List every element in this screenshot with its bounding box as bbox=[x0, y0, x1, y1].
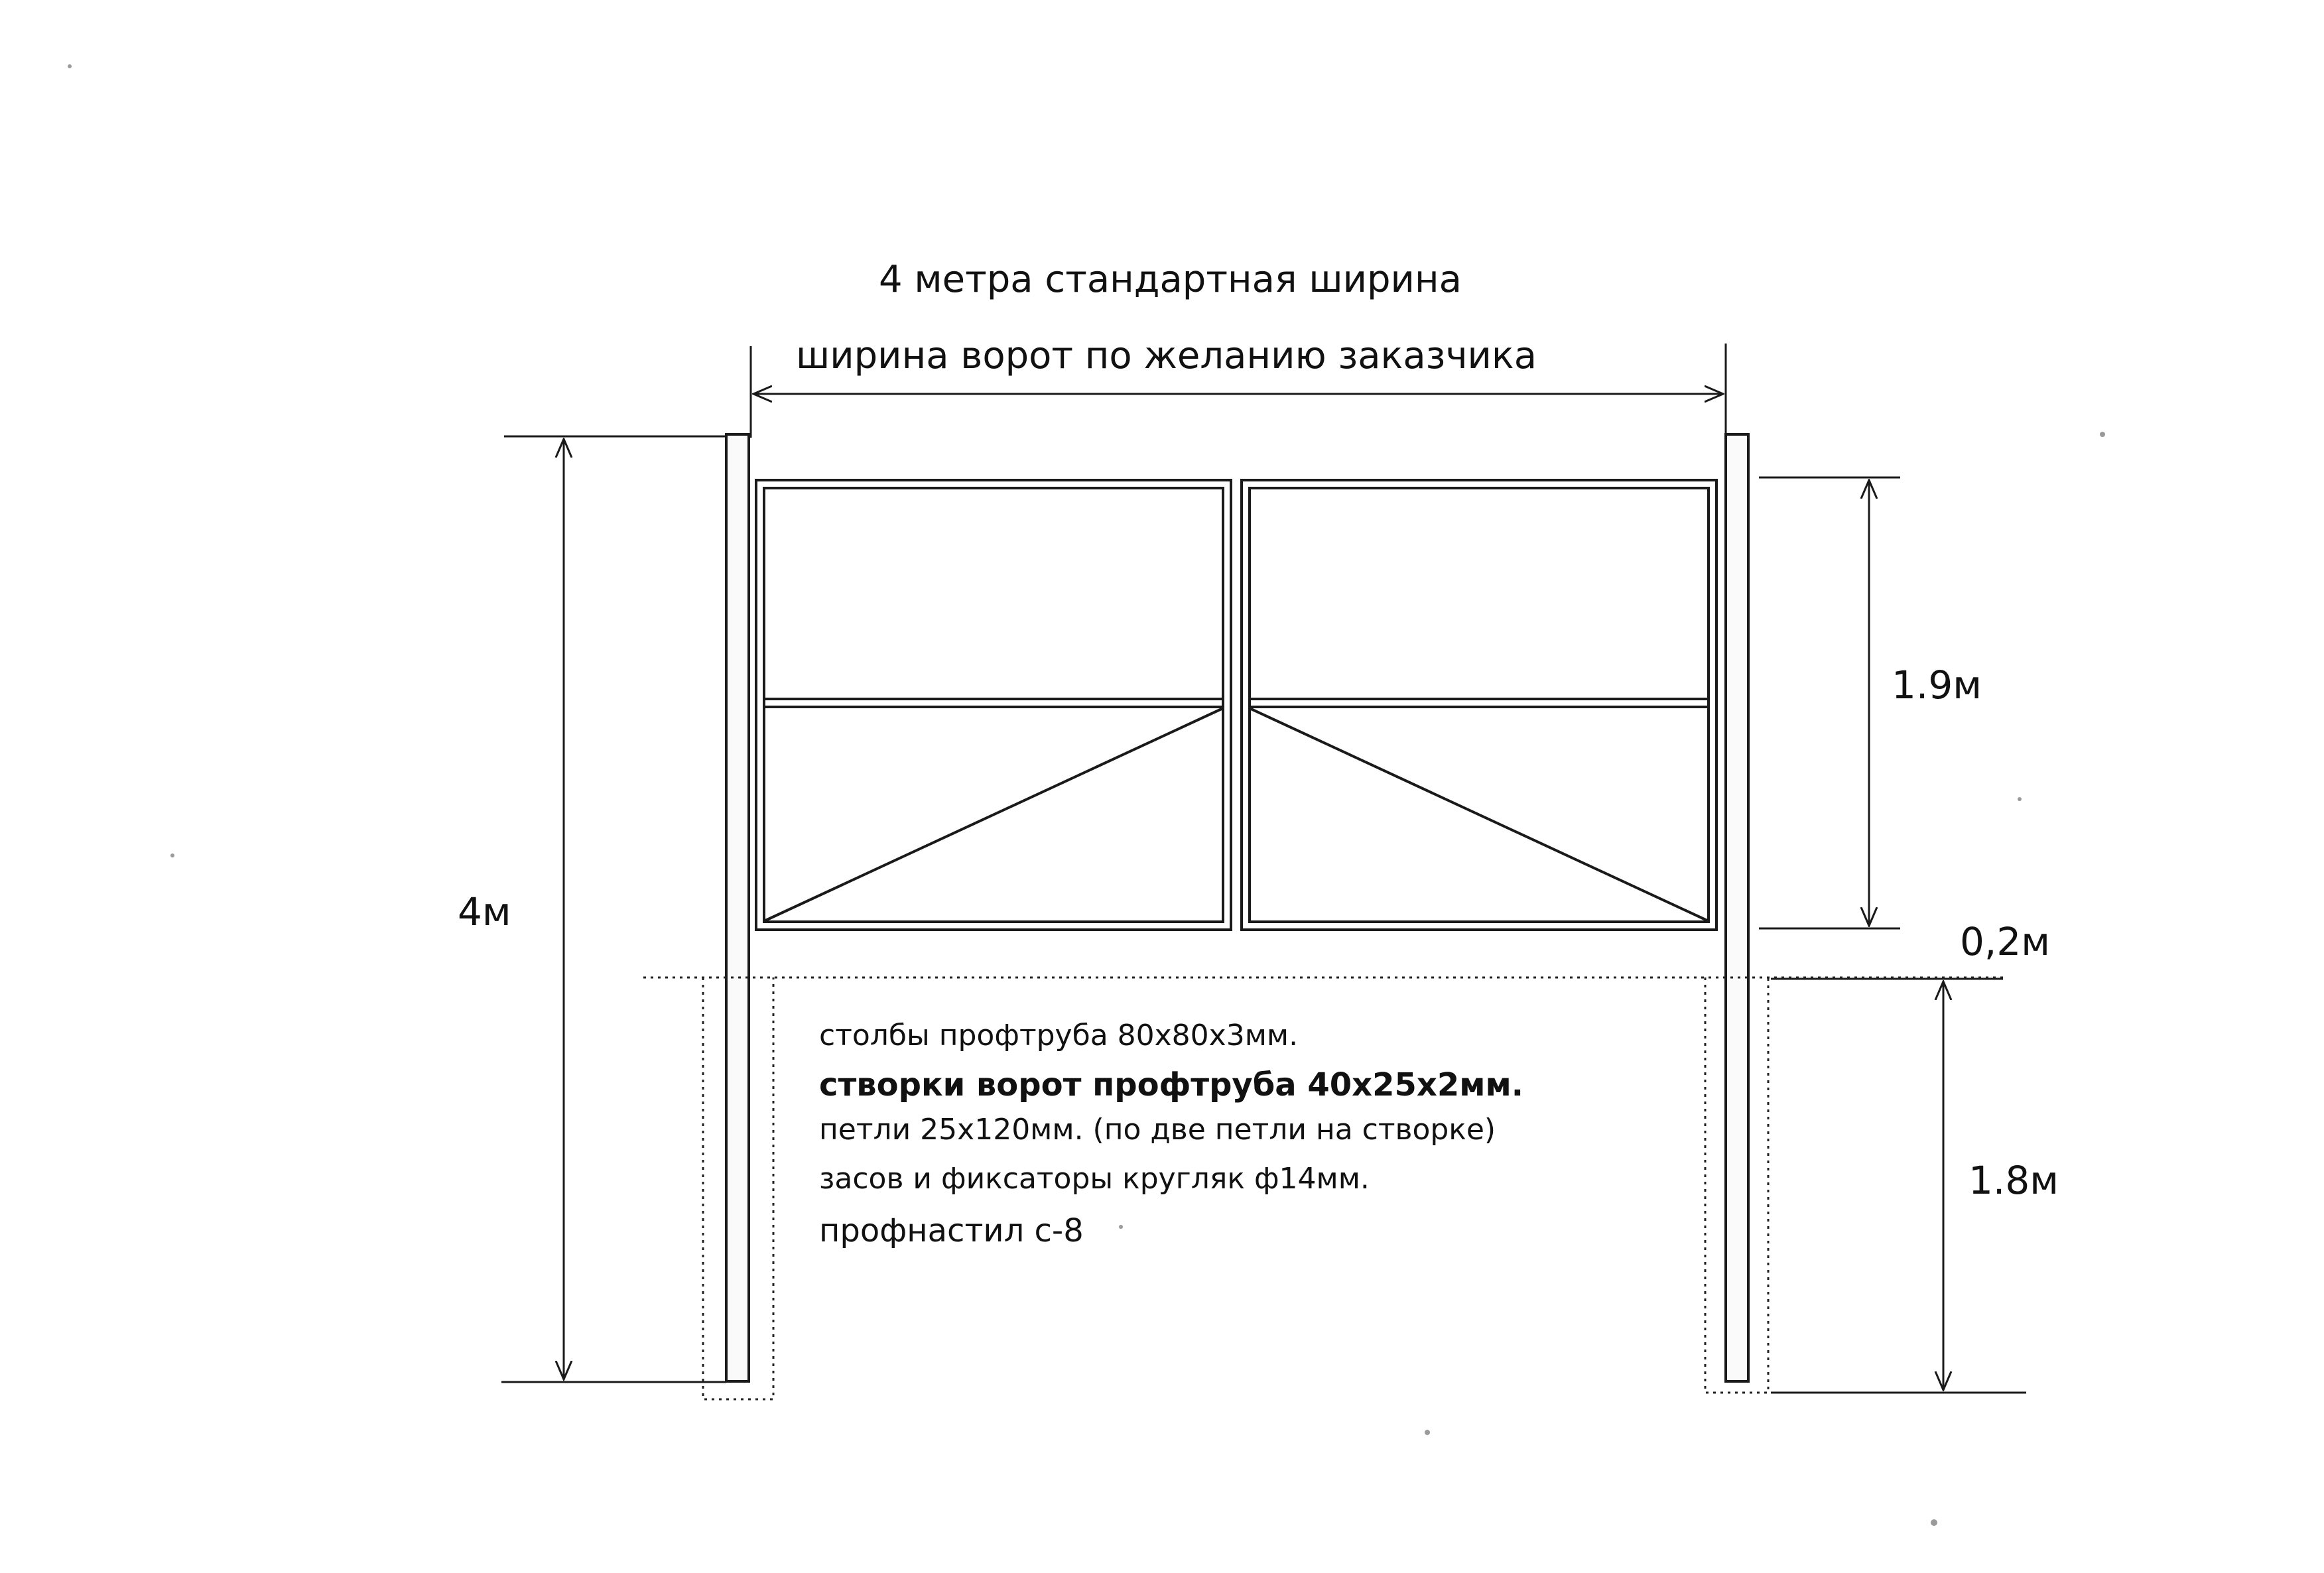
leaf-height-label: 1.9м bbox=[1892, 662, 1982, 708]
right-post bbox=[1726, 434, 1748, 1381]
spec-notes bbox=[819, 1019, 1523, 1249]
ground-gap-label: 0,2м bbox=[1960, 919, 2050, 964]
right-gate-leaf bbox=[1242, 480, 1716, 930]
header-line-2: ширина ворот по желанию заказчика bbox=[796, 334, 1537, 377]
leaf-height-dimension bbox=[1759, 477, 1900, 928]
spec-posts: столбы профтруба 80х80х3мм. bbox=[819, 1019, 1299, 1052]
left-gate-leaf bbox=[756, 480, 1231, 930]
spec-hinges: петли 25х120мм. (по две петли на створке) bbox=[819, 1113, 1496, 1147]
total-height-label: 4м bbox=[458, 889, 511, 934]
left-post bbox=[726, 434, 749, 1381]
total-height-dimension bbox=[501, 436, 726, 1382]
spec-sheet: профнастил с-8 bbox=[819, 1212, 1084, 1249]
spec-bolts: засов и фиксаторы кругляк ф14мм. bbox=[819, 1162, 1370, 1196]
buried-depth-label: 1.8м bbox=[1969, 1158, 2059, 1203]
spec-leaves: створки ворот профтруба 40х25х2мм. bbox=[819, 1066, 1523, 1103]
header-line-1: 4 метра стандартная ширина bbox=[879, 258, 1462, 301]
